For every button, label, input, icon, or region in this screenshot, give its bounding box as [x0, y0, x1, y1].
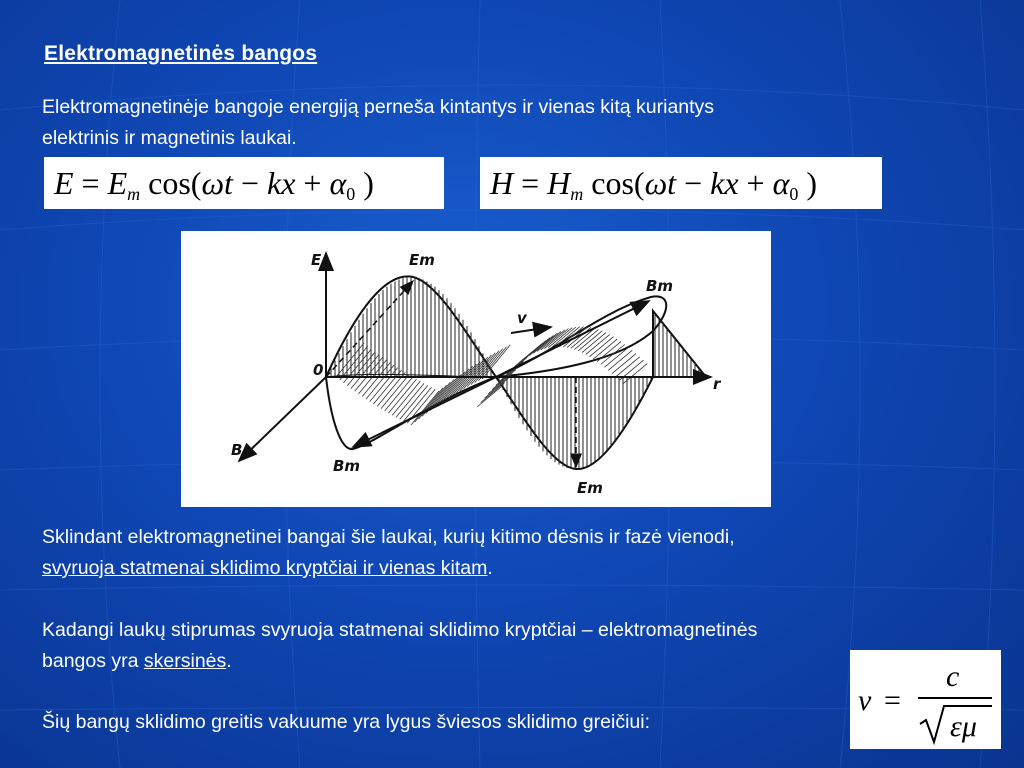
hatch-line — [385, 377, 413, 411]
speed-numerator: c — [946, 660, 960, 693]
hatch-line — [370, 368, 398, 402]
speed-formula-svg — [850, 650, 1001, 749]
e-wave-hatching — [326, 276, 706, 469]
formula-symbol: α — [772, 165, 790, 201]
formula-symbol: E — [107, 165, 128, 201]
hatch-line — [601, 344, 625, 364]
bm-vector-bottom — [353, 377, 496, 447]
formula-subscript: m — [127, 184, 141, 204]
formula-symbol: t — [667, 165, 677, 201]
formula-symbol: + — [746, 165, 765, 201]
formula-symbol: ω — [201, 165, 225, 201]
formula-symbol: = — [81, 165, 100, 201]
para3-line-1: Kadangi laukų stiprumas svyruoja statmenai sklidimo kryptčiai – elektromagnetinės — [42, 619, 758, 641]
formula-symbol: k — [266, 165, 282, 201]
formula-symbol: α — [329, 165, 347, 201]
hatch-line — [381, 375, 409, 409]
em-top-label: Em — [409, 251, 435, 269]
hatch-line — [612, 354, 636, 374]
formula-symbol: cos( — [591, 165, 645, 201]
speed-eq: = — [884, 684, 901, 717]
formula-subscript: 0 — [789, 184, 799, 204]
v-label: v — [517, 309, 527, 327]
formula-symbol: x — [281, 165, 296, 201]
formula-symbol: E — [54, 165, 74, 201]
b-axis — [239, 377, 326, 461]
em-wave-diagram — [181, 231, 771, 507]
para2-tail: . — [487, 557, 493, 579]
e-field-formula — [44, 157, 444, 209]
transverse-link[interactable]: skersinės — [143, 650, 227, 672]
page-title: Elektromagnetinės bangos — [44, 42, 318, 65]
formula-symbol: H — [490, 165, 514, 201]
formula-symbol: t — [224, 165, 233, 201]
formula-subscript: m — [570, 184, 584, 204]
em-bottom-label: Em — [577, 479, 603, 497]
speed-denominator: εμ — [950, 710, 977, 743]
paragraph-propagation — [42, 522, 1002, 584]
hatch-line — [434, 374, 462, 408]
formula-subscript: 0 — [346, 184, 356, 204]
hatch-line — [616, 357, 640, 377]
hatch-line — [362, 363, 390, 397]
formula-symbol: − — [240, 165, 259, 201]
formula-symbol: + — [303, 165, 322, 201]
formula-symbol: − — [684, 165, 703, 201]
para3-tail: . — [226, 650, 232, 672]
hatch-line — [530, 335, 554, 355]
origin-label: 0 — [313, 361, 324, 379]
speed-formula — [850, 650, 1001, 749]
hatch-line — [477, 387, 501, 407]
hatch-line — [526, 338, 550, 358]
e-axis-label: E — [311, 251, 322, 269]
intro-line-2: elektrinis ir magnetinis laukai. — [42, 127, 297, 149]
hatch-line — [481, 383, 505, 403]
bm-right-label: Bm — [646, 277, 674, 295]
paragraph-speed: Šių bangų sklidimo greitis vakuume yra lygus šviesos sklidimo greičiui: — [42, 711, 650, 733]
hatch-line — [389, 379, 417, 413]
bm-bottom-label: Bm — [333, 457, 361, 475]
hatch-line — [605, 347, 629, 367]
perpendicular-link[interactable]: svyruoja statmenai sklidimo kryptčiai ir vienas kitam — [42, 557, 488, 579]
formula-symbol: H — [547, 165, 571, 201]
intro-paragraph — [42, 92, 1002, 154]
speed-lhs: v — [858, 684, 872, 717]
hatch-line — [537, 331, 561, 351]
hatch-line — [366, 365, 394, 399]
hatch-line — [392, 381, 420, 415]
formula-symbol: cos( — [148, 165, 202, 201]
formula-symbol: k — [710, 165, 725, 201]
para2-line-1: Sklindant elektromagnetinei bangai šie laukai, kurių kitimo dėsnis ir fazė vienodi, — [42, 526, 735, 548]
formula-symbol: ) — [363, 165, 374, 201]
b-axis-label: B — [231, 441, 243, 459]
formula-symbol: = — [521, 165, 540, 201]
v-arrow — [511, 327, 551, 333]
hatch-line — [590, 337, 614, 357]
formula-symbol: x — [724, 165, 739, 201]
para3-prefix: bangos yra — [42, 650, 144, 672]
formula-symbol: ) — [806, 165, 818, 201]
intro-line-1: Elektromagnetinėje bangoje energiją perneša kintantys ir vienas kitą kuriantys — [42, 96, 715, 118]
r-axis-label: r — [713, 375, 721, 393]
h-field-formula — [480, 157, 882, 209]
hatch-line — [396, 383, 424, 417]
formula-symbol: ω — [644, 165, 668, 201]
em-wave-figure — [181, 231, 771, 507]
